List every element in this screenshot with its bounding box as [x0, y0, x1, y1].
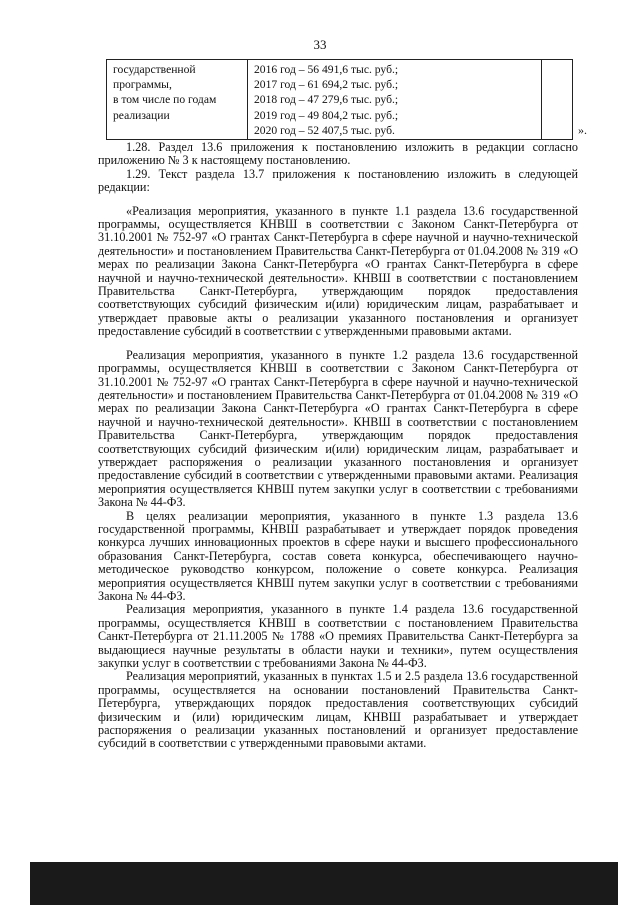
- table-label-line: в том числе по годам: [113, 93, 217, 107]
- paragraph-1-29: 1.29. Текст раздела 13.7 приложения к постановлению изложить в следующей редакции:: [98, 166, 578, 195]
- table-label-line: реализации: [113, 108, 170, 122]
- scan-footer-bar: [30, 862, 618, 905]
- table-cell-label: [107, 60, 248, 140]
- paragraph-item-1-4: Реализация мероприятия, указанного в пункте 1.4 раздела 13.6 государственной программы, осуществляется КНВШ в соответствии с постановлением Правительства Санкт-Петербурга от 21.11.2005 № 1788 «О премиях Правительства Санкт-Петербурга за выдающиеся научные результаты в области науки и техники», путем осуществления закупки услуг в соответствии с требованиями Закона № 44-ФЗ.: [98, 602, 578, 671]
- paragraph-item-1-1: «Реализация мероприятия, указанного в пункте 1.1 раздела 13.6 государственной программы, осуществляется КНВШ в соответствии с Законом Санкт-Петербурга от 31.10.2001 № 752-97 «О грантах Санкт-Петербурга в сфере научной и научно-технической деятельности» и постановлением Правительства Санкт-Петербурга от 01.04.2008 № 319 «О мерах по реализации Закона Санкт-Петербурга «О грантах Санкт-Петербурга в сфере научной и научно-технической деятельности». КНВШ в соответствии с постановлением Правительства Санкт-Петербурга, утверждающим порядок предоставления соответствующих субсидий физическим и(или) юридическим лицам, разрабатывает и утверждает правовые акты о реализации указанного постановления и организует предоставление субсидий в соответствии с утвержденными правовыми актами.: [98, 203, 578, 339]
- table-value-line: 2017 год – 61 694,2 тыс. руб.;: [254, 78, 399, 92]
- table-value-line: 2019 год – 49 804,2 тыс. руб.;: [254, 108, 399, 122]
- table-row: [107, 60, 573, 140]
- table-label-line: программы,: [113, 78, 172, 92]
- table-value-line: 2016 год – 56 491,6 тыс. руб.;: [254, 63, 399, 76]
- table-value-line: 2020 год – 52 407,5 тыс. руб.: [254, 123, 395, 137]
- financing-table: [106, 59, 573, 140]
- table-label-line: государственной: [113, 63, 196, 76]
- table-value-line: 2018 год – 47 279,6 тыс. руб.;: [254, 93, 399, 107]
- paragraph-item-1-2: Реализация мероприятия, указанного в пункте 1.2 раздела 13.6 государственной программы, осуществляется КНВШ в соответствии с Законом Санкт-Петербурга от 31.10.2001 № 752-97 «О грантах Санкт-Петербурга в сфере научной и научно-технической деятельности» и постановлением Правительства Санкт-Петербурга от 01.04.2008 № 319 «О мерах по реализации Закона Санкт-Петербурга «О грантах Санкт-Петербурга в сфере научной и научно-технической деятельности». КНВШ в соответствии с постановлением Правительства Санкт-Петербурга, утверждающим порядок предоставления соответствующих субсидий физическим и(или) юридическим лицам, разрабатывает и утверждает распоряжения о реализации указанного постановления и организует предоставление субсидий в соответствии с утвержденными правовыми актами. Реализация мероприятия осуществляется КНВШ путем закупки услуг в соответствии с требованиями Закона № 44-ФЗ.: [98, 347, 578, 510]
- paragraph-item-1-5-2-5: Реализация мероприятий, указанных в пунктах 1.5 и 2.5 раздела 13.6 государственной программы, осуществляется на основании постановлений Правительства Санкт-Петербурга, утверждающих порядок предоставления соответствующих субсидий физическим и (или) юридическим лицам, КНВШ разрабатывает и утверждает распоряжения о реализации указанных постановлений и организует предоставление субсидий в соответствии с утвержденными правовыми актами.: [98, 669, 578, 751]
- table-cell-values: [248, 60, 542, 140]
- paragraph-1-28: 1.28. Раздел 13.6 приложения к постановлению изложить в редакции согласно приложению № 3 к настоящему постановлению.: [98, 140, 578, 168]
- closing-quote-mark: ».: [578, 123, 587, 137]
- paragraph-item-1-3: В целях реализации мероприятия, указанного в пункте 1.3 раздела 13.6 государственной программы, КНВШ разрабатывает и утверждает порядок проведения конкурса лучших инновационных проектов в сфере науки и высшего профессионального образования Санкт-Петербурга, состав совета конкурса, обеспечивающего научно-методическое руководство конкурсом, положение о совете конкурса. Реализация мероприятия осуществляется КНВШ путем закупки услуг в соответствии с требованиями Закона № 44-ФЗ.: [98, 508, 578, 603]
- table-cell-empty: [542, 60, 573, 140]
- page-number: 33: [313, 37, 327, 52]
- document-body: [98, 141, 578, 751]
